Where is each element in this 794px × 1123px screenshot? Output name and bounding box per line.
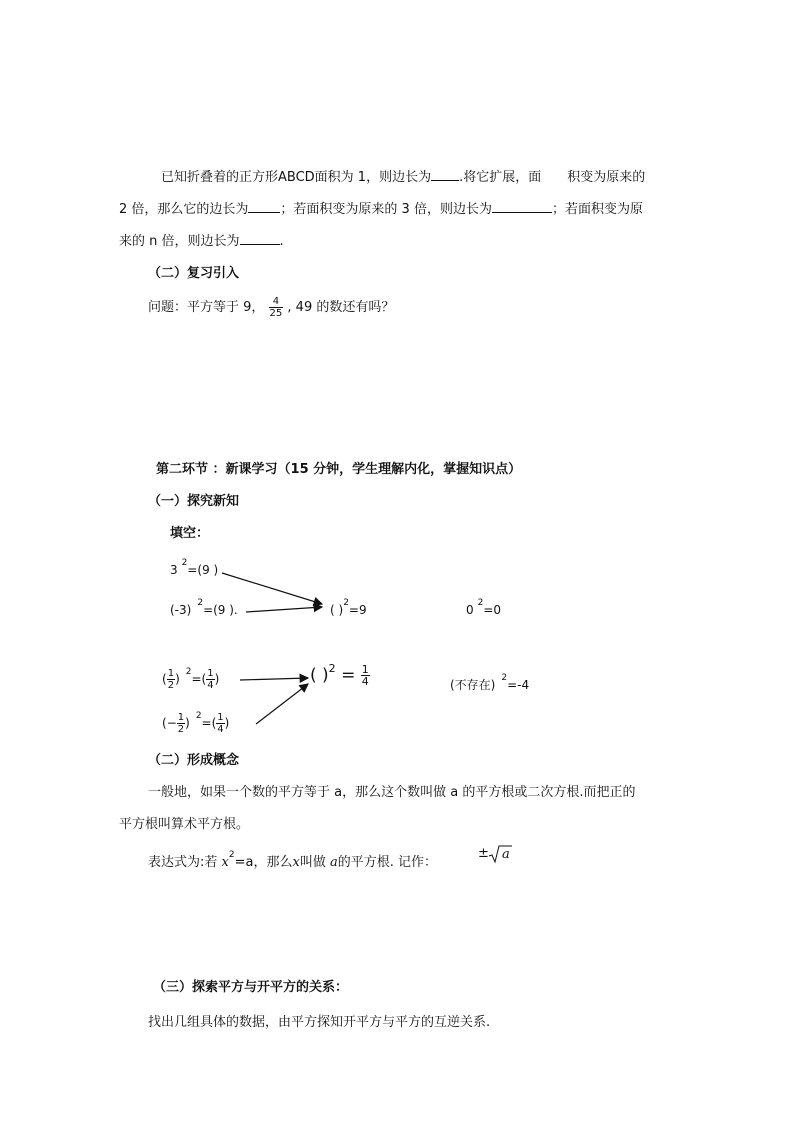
fraction-denominator: 2 bbox=[167, 680, 175, 691]
eq-exponent: 2 bbox=[181, 558, 188, 568]
var-a: a bbox=[329, 855, 338, 870]
var-x: x bbox=[221, 855, 229, 870]
eq-rest: =(9 ). bbox=[203, 603, 238, 617]
intro-text-2a: 2 倍，那么它的边长为 bbox=[119, 202, 249, 217]
arrow-line bbox=[222, 573, 322, 604]
intro-text-1b: .将它扩展，面 bbox=[459, 170, 542, 185]
eq-base: (-3) bbox=[170, 603, 192, 617]
section-2-title: 第二环节 ：新课学习（15 分钟，学生理解内化，掌握知识点） bbox=[156, 462, 522, 477]
section-concept-heading: （二）形成概念 bbox=[148, 753, 240, 768]
relation-text: 找出几组具体的数据，由平方探知开平方与平方的互逆关系. bbox=[148, 1015, 491, 1030]
expression-suffix: 的平方根. 记作： bbox=[337, 855, 438, 870]
eq-rest: =9 bbox=[348, 603, 367, 617]
arrow-line bbox=[240, 678, 308, 680]
expression-line bbox=[148, 851, 437, 870]
plus-minus-sign: ± bbox=[478, 846, 489, 861]
fraction-numerator: 1 bbox=[177, 712, 185, 723]
eq-exponent: 2 bbox=[195, 711, 202, 721]
fill-in-label: 填空： bbox=[170, 526, 210, 541]
eq-exponent: 2 bbox=[477, 598, 484, 608]
expression-mid2: 叫做 bbox=[299, 855, 326, 870]
minus-sign: − bbox=[166, 716, 177, 730]
question-suffix: , 49 的数还有吗？ bbox=[287, 300, 395, 315]
fraction-denominator: 4 bbox=[361, 675, 369, 688]
eq-equals: = bbox=[341, 665, 356, 686]
question-prefix: 问题：平方等于 9， bbox=[148, 300, 265, 315]
eq-base: 0 bbox=[466, 603, 474, 617]
fraction-denominator: 4 bbox=[207, 680, 214, 691]
intro-text-3a: 来的 n 倍，则边长为 bbox=[119, 234, 240, 249]
eq-paren: ( ) bbox=[310, 665, 329, 686]
fraction-numerator: 1 bbox=[207, 668, 214, 679]
var-x: x bbox=[292, 855, 300, 870]
eq-paren: ( ) bbox=[330, 603, 344, 617]
eq-exponent: 2 bbox=[185, 667, 192, 677]
fraction-denominator: 25 bbox=[269, 308, 283, 319]
eq-exponent: 2 bbox=[328, 661, 336, 675]
concept-line-2: 平方根叫算术平方根。 bbox=[119, 817, 250, 832]
eq-base: (不存在) bbox=[450, 678, 496, 692]
eq-exponent: 2 bbox=[228, 850, 235, 860]
expression-eq-a: =a bbox=[234, 855, 254, 870]
fraction-numerator: 1 bbox=[217, 712, 224, 723]
eq-exponent: 2 bbox=[343, 598, 349, 608]
eq-base: 3 bbox=[170, 563, 178, 577]
concept-line-1: 一般地，如果一个数的平方等于 a，那么这个数叫做 a 的平方根或二次方根.而把正的 bbox=[148, 785, 636, 800]
fraction-numerator: 1 bbox=[167, 668, 175, 679]
eq-rest: =0 bbox=[483, 603, 502, 617]
intro-text-2b: ；若面积变为原来的 3 倍，则边长为 bbox=[280, 202, 492, 217]
expression-mid: ，那么 bbox=[253, 855, 293, 870]
expression-prefix: 表达式为:若 bbox=[148, 855, 218, 870]
section-relation-heading: （三）探索平方与开平方的关系： bbox=[153, 980, 349, 995]
fraction-numerator: 1 bbox=[361, 663, 369, 676]
section-review-heading: （二）复习引入 bbox=[148, 266, 240, 281]
section-explore-heading: （一）探究新知 bbox=[148, 494, 240, 509]
sqrt-notation bbox=[478, 846, 511, 861]
fraction-numerator: 4 bbox=[269, 296, 284, 308]
intro-text-2c: ；若面积变为原 bbox=[551, 202, 643, 217]
intro-text-3b: . bbox=[279, 234, 284, 249]
fraction-denominator: 4 bbox=[217, 724, 224, 735]
eq-rest: =(9 ) bbox=[187, 563, 219, 577]
arrow-line bbox=[246, 607, 322, 612]
intro-text-1c: 积变为原来的 bbox=[567, 170, 646, 185]
arrow-line bbox=[256, 684, 308, 724]
equation-half-squared: ( $\frac{1}{2}$ ) $^2$=( $\frac{1}{4}$ ) bbox=[162, 667, 220, 691]
radicand: a bbox=[502, 847, 510, 862]
eq-rest: =-4 bbox=[507, 678, 530, 692]
eq-exponent: 2 bbox=[197, 598, 204, 608]
intro-text-1a: 已知折叠着的正方形ABCD面积为 1，则边长为 bbox=[161, 170, 432, 185]
fraction-denominator: 2 bbox=[177, 724, 185, 735]
equation-neg-half-squared: (− $\frac{1}{2}$ ) $^2$=( $\frac{1}{4}$ ) bbox=[162, 711, 230, 735]
eq-exponent: 2 bbox=[501, 673, 508, 683]
